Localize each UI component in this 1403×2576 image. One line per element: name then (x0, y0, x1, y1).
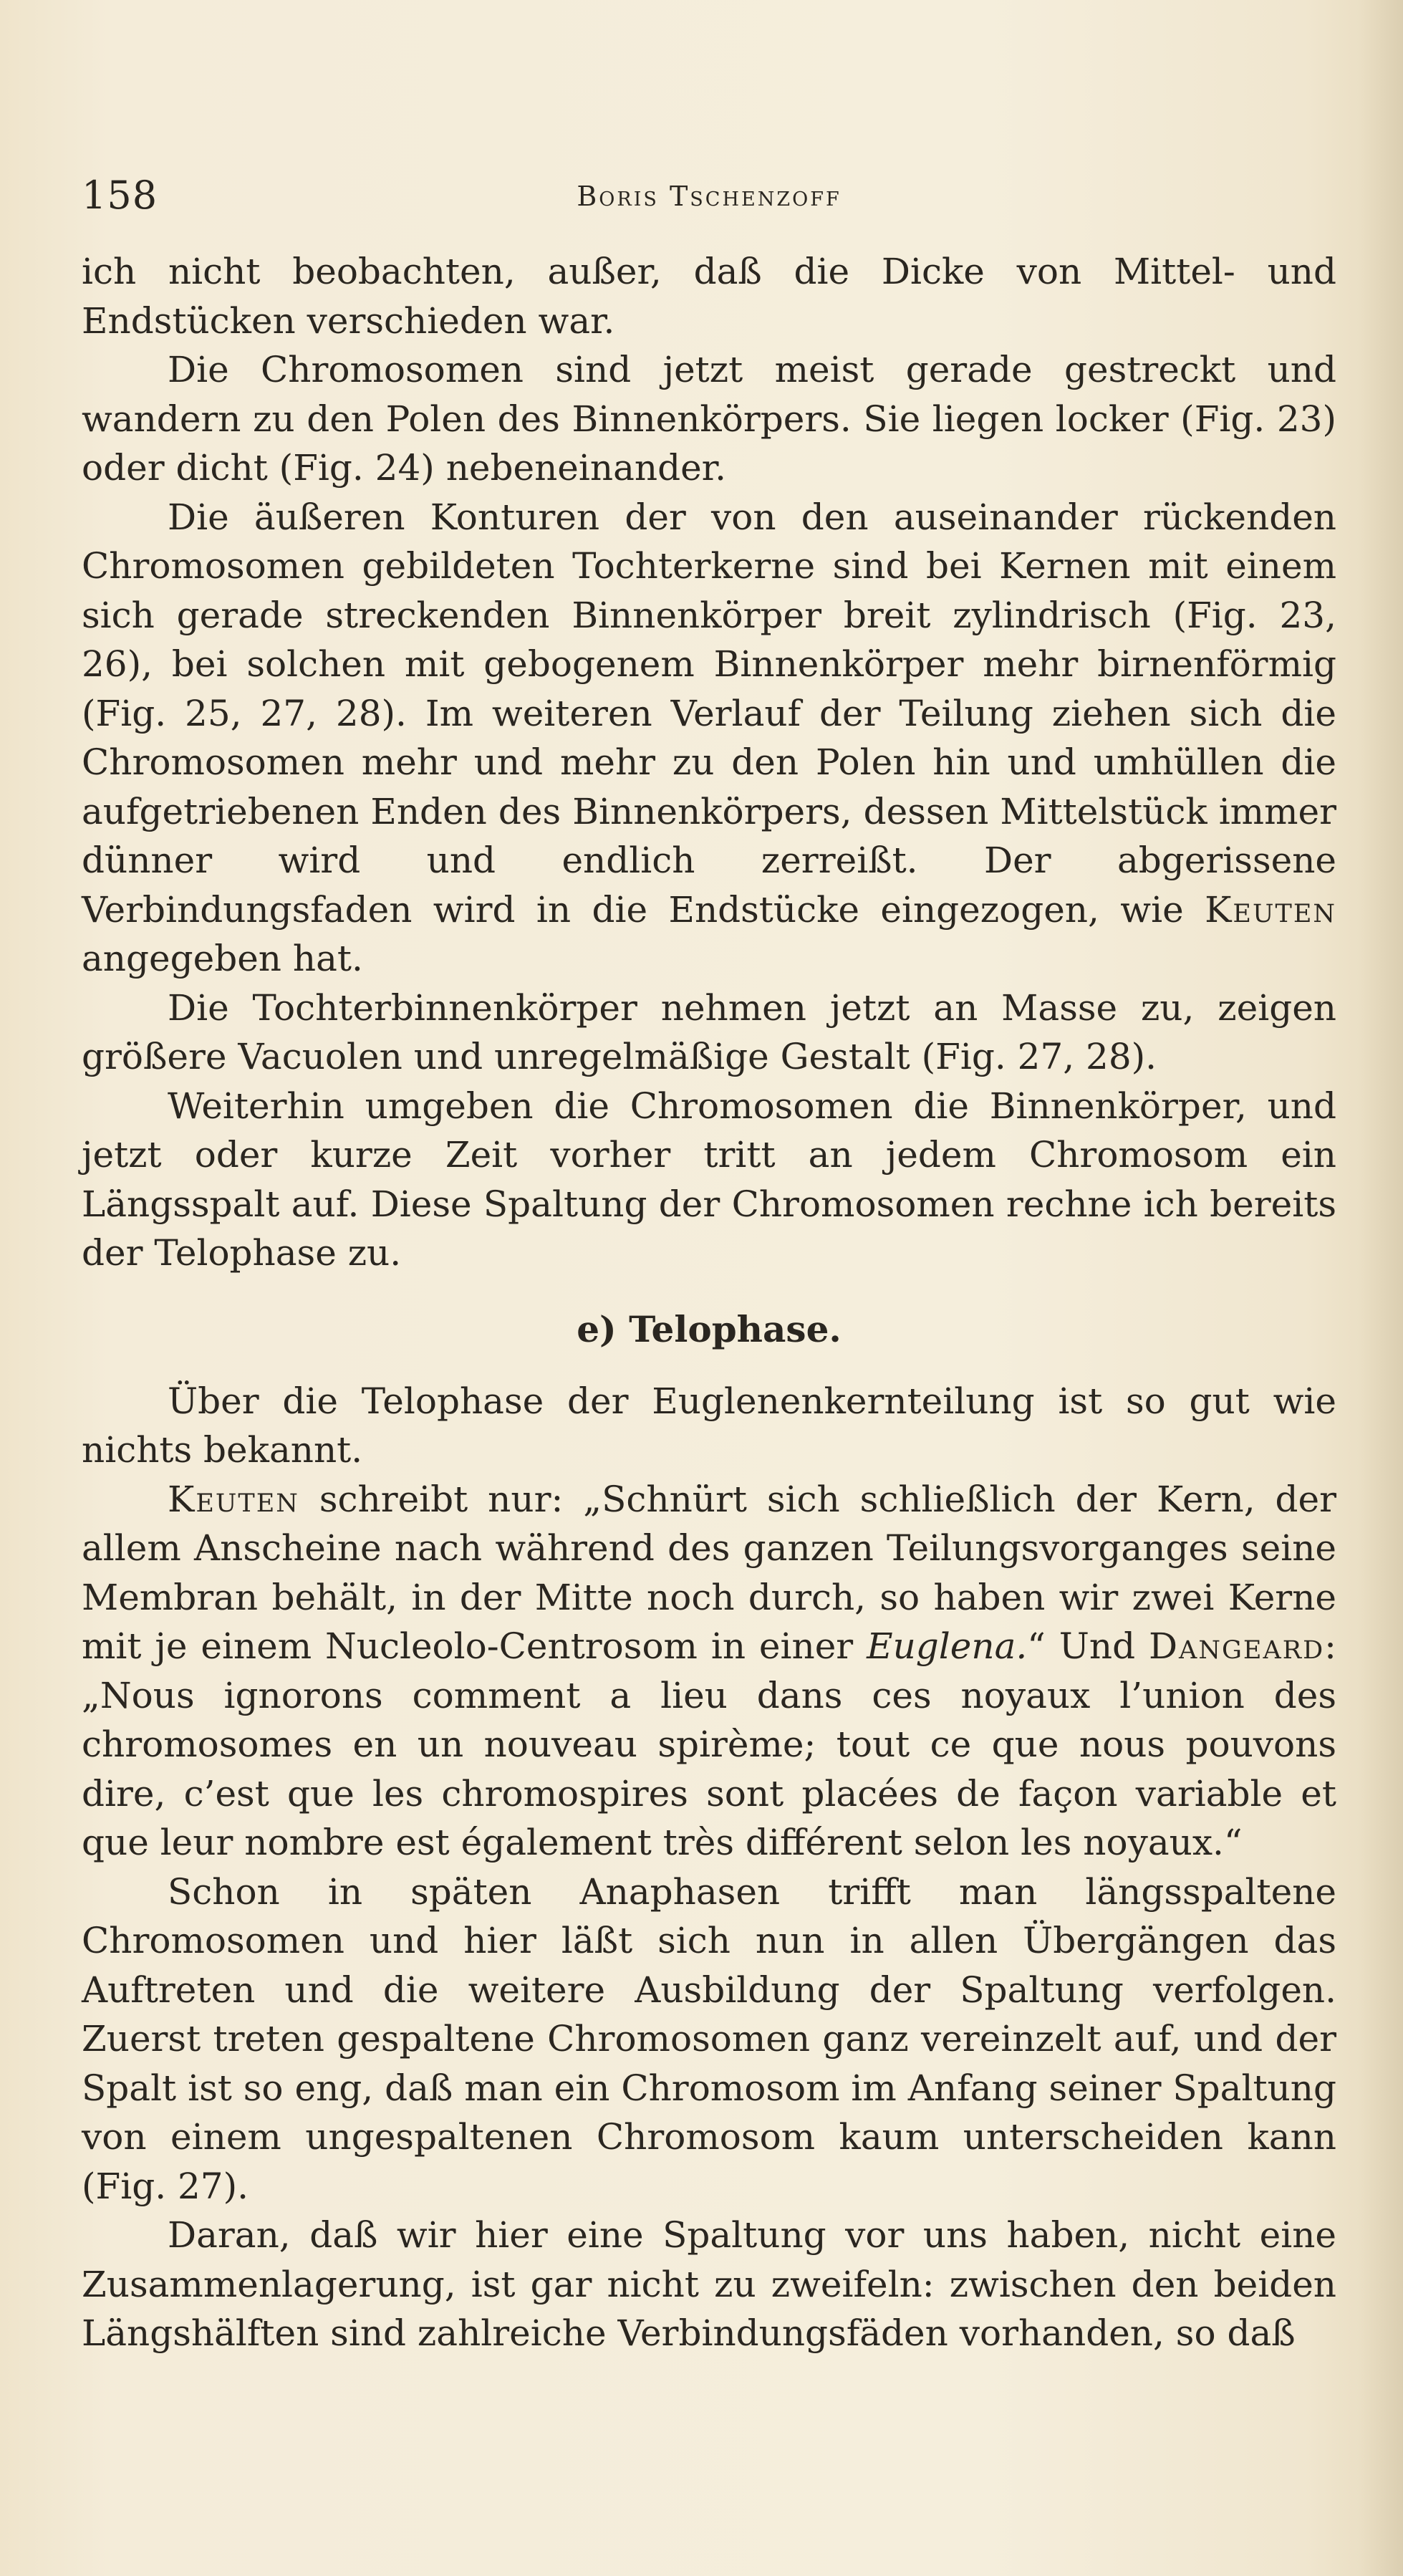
page-header (82, 170, 1336, 221)
paragraph: Die Chromosomen sind jetzt meist gerade gestreckt und wandern zu den Polen des Binnenkörpers. Sie liegen locker (Fig. 23) oder dicht (Fig. 24) nebeneinander. (82, 349, 1336, 489)
page-edge-shadow (1360, 0, 1403, 2576)
body-text (82, 247, 1336, 2358)
page-number: 158 (82, 173, 158, 218)
paragraph-text: : „Nous ignorons comment a lieu dans ces noyaux l’union des chromosomes en un nouveau spirème; tout ce que nous pouvons dire, c’est que les chromospires sont placées de façon variable et que leur nombre est également très différent selon les noyaux.“ (82, 1625, 1336, 1863)
paragraph: ich nicht beobachten, außer, daß die Dicke von Mittel- und Endstücken verschieden war. (82, 251, 1336, 342)
author-name: Keuten (168, 1478, 299, 1520)
paragraph: Die Tochterbinnenkörper nehmen jetzt an Masse zu, zeigen größere Vacuolen und unregelmäßige Gestalt (Fig. 27, 28). (82, 986, 1336, 1077)
paragraph-text: angegeben hat. (82, 938, 363, 979)
paragraph: Über die Telophase der Euglenenkernteilung ist so gut wie nichts bekannt. (82, 1380, 1336, 1471)
paragraph-text: Die äußeren Konturen der von den auseinander rückenden Chromosomen gebildeten Tochterkerne sind bei Kernen mit einem sich gerade streckenden Binnenkörper breit zylindrisch (Fig. 23, 26), bei solchen mit gebogenem Binnenkörper mehr birnenförmig (Fig. 25, 27, 28). Im weiteren Verlauf der Teilung ziehen sich die Chromosomen mehr und mehr zu den Polen hin und umhüllen die aufgetriebenen Enden des Binnenkörpers, dessen Mittelstück immer dünner wird und endlich zerreißt. Der abgerissene Verbindungsfaden wird in die Endstücke eingezogen, wie (82, 496, 1336, 931)
paragraph: Schon in späten Anaphasen trifft man längsspaltene Chromosomen und hier läßt sich nun in allen Übergängen das Auftreten und die weitere Ausbildung der Spaltung verfolgen. Zuerst treten gespaltene Chromosomen ganz vereinzelt auf, und der Spalt ist so eng, daß man ein Chromosom im Anfang seiner Spaltung von einem ungespaltenen Chromosom kaum unterscheiden kann (Fig. 27). (82, 1870, 1336, 2207)
section-heading: e) Telophase. (577, 1307, 842, 1350)
paragraph-text: “ Und (1027, 1625, 1149, 1667)
paragraph: Weiterhin umgeben die Chromosomen die Binnenkörper, und jetzt oder kurze Zeit vorher tritt an jedem Chromosom ein Längsspalt auf. Diese Spaltung der Chromosomen rechne ich bereits der Telophase zu. (82, 1085, 1336, 1274)
paragraph (82, 493, 1336, 984)
species-name: Euglena. (867, 1625, 1028, 1667)
author-name: Keuten (1205, 888, 1336, 931)
running-head: Boris Tschenzoff (577, 181, 842, 212)
paragraph: Daran, daß wir hier eine Spaltung vor uns haben, nicht eine Zusammenlagerung, ist gar nicht zu zweifeln: zwischen den beiden Längshälften sind zahlreiche Verbindungsfäden vorhanden, so daß (82, 2214, 1336, 2354)
paragraph-text: schreibt nur: „Schnürt sich schließlich der Kern, der allem Anscheine nach während des ganzen Teilungsvorganges seine Membran behält, in der Mitte noch durch, so haben wir zwei Kerne mit je einem Nucleolo-Centrosom in einer (82, 1478, 1336, 1667)
paragraph (82, 1475, 1336, 1868)
author-name: Dangeard (1148, 1625, 1325, 1667)
